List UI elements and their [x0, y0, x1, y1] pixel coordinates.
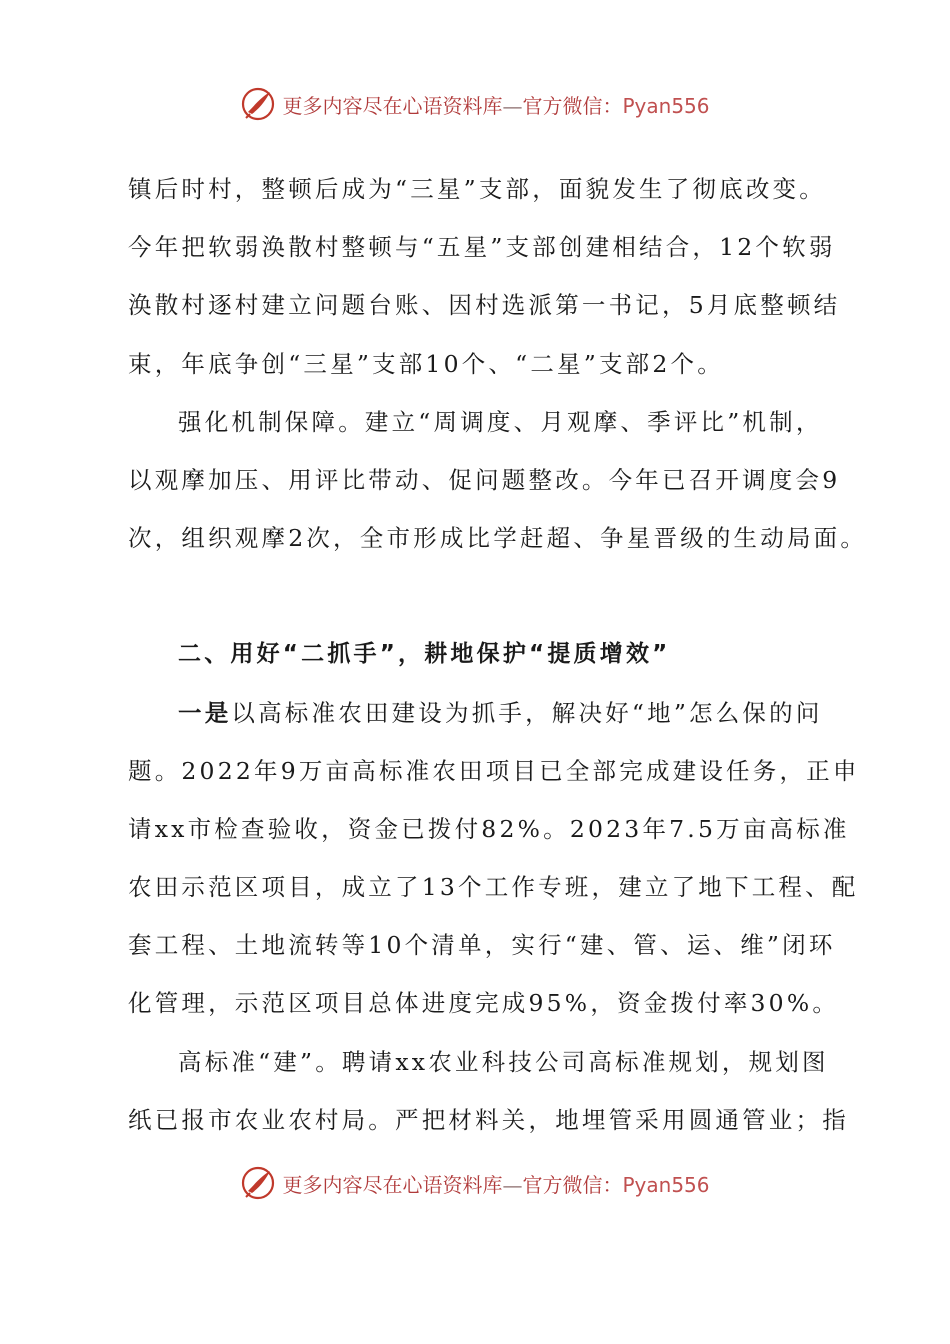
header-banner: [0, 84, 950, 124]
paragraph-3-lead: 一是: [178, 698, 232, 727]
paragraph-3-line-1: 一是以高标准农田建设为抓手，解决好“地”怎么保的问: [178, 698, 823, 727]
section-heading: 二、用好“二抓手”，耕地保护“提质增效”: [178, 641, 671, 668]
paragraph-3-line-2: 题。2022年9万亩高标准农田项目已全部完成建设任务，正申: [128, 756, 860, 785]
header-banner-text: 更多内容尽在心语资料库—官方微信：Pyan556: [282, 93, 710, 118]
document-body: [128, 160, 868, 1149]
paragraph-2-line-2: 以观摩加压、用评比带动、促问题整改。今年已召开调度会9: [128, 465, 841, 494]
paragraph-3-line-3: 请xx市检查验收，资金已拨付82%。2023年7.5万亩高标准: [128, 814, 850, 843]
quill-logo-icon: [240, 1165, 276, 1201]
paragraph-3-line-5: 套工程、土地流转等10个清单，实行“建、管、运、维”闭环: [128, 931, 836, 960]
footer-banner-text: 更多内容尽在心语资料库—官方微信：Pyan556: [282, 1172, 710, 1197]
paragraph-1-line-4: 束，年底争创“三星”支部10个、“二星”支部2个。: [128, 349, 724, 378]
paragraph-1-line-2: 今年把软弱涣散村整顿与“五星”支部创建相结合，12个软弱: [128, 233, 836, 262]
footer-banner: [0, 1163, 950, 1203]
paragraph-1-line-3: 涣散村逐村建立问题台账、因村选派第一书记，5月底整顿结: [128, 291, 841, 320]
quill-logo-icon: [240, 86, 276, 122]
paragraph-4-line-2: 纸已报市农业农村局。严把材料关，地埋管采用圆通管业；指: [128, 1105, 849, 1134]
paragraph-2-line-3: 次，组织观摩2次，全市形成比学赶超、争星晋级的生动局面。: [128, 524, 868, 553]
paragraph-3-line-6: 化管理，示范区项目总体进度完成95%，资金拨付率30%。: [128, 989, 840, 1018]
paragraph-2-line-1: 强化机制保障。建立“周调度、月观摩、季评比”机制，: [178, 407, 823, 436]
section-gap: [128, 567, 833, 625]
paragraph-4-line-1: 高标准“建”。聘请xx农业科技公司高标准规划，规划图: [178, 1047, 829, 1076]
paragraph-1-line-1: 镇后时村，整顿后成为“三星”支部，面貌发生了彻底改变。: [128, 175, 826, 203]
paragraph-3-line-4: 农田示范区项目，成立了13个工作专班，建立了地下工程、配: [128, 873, 859, 902]
